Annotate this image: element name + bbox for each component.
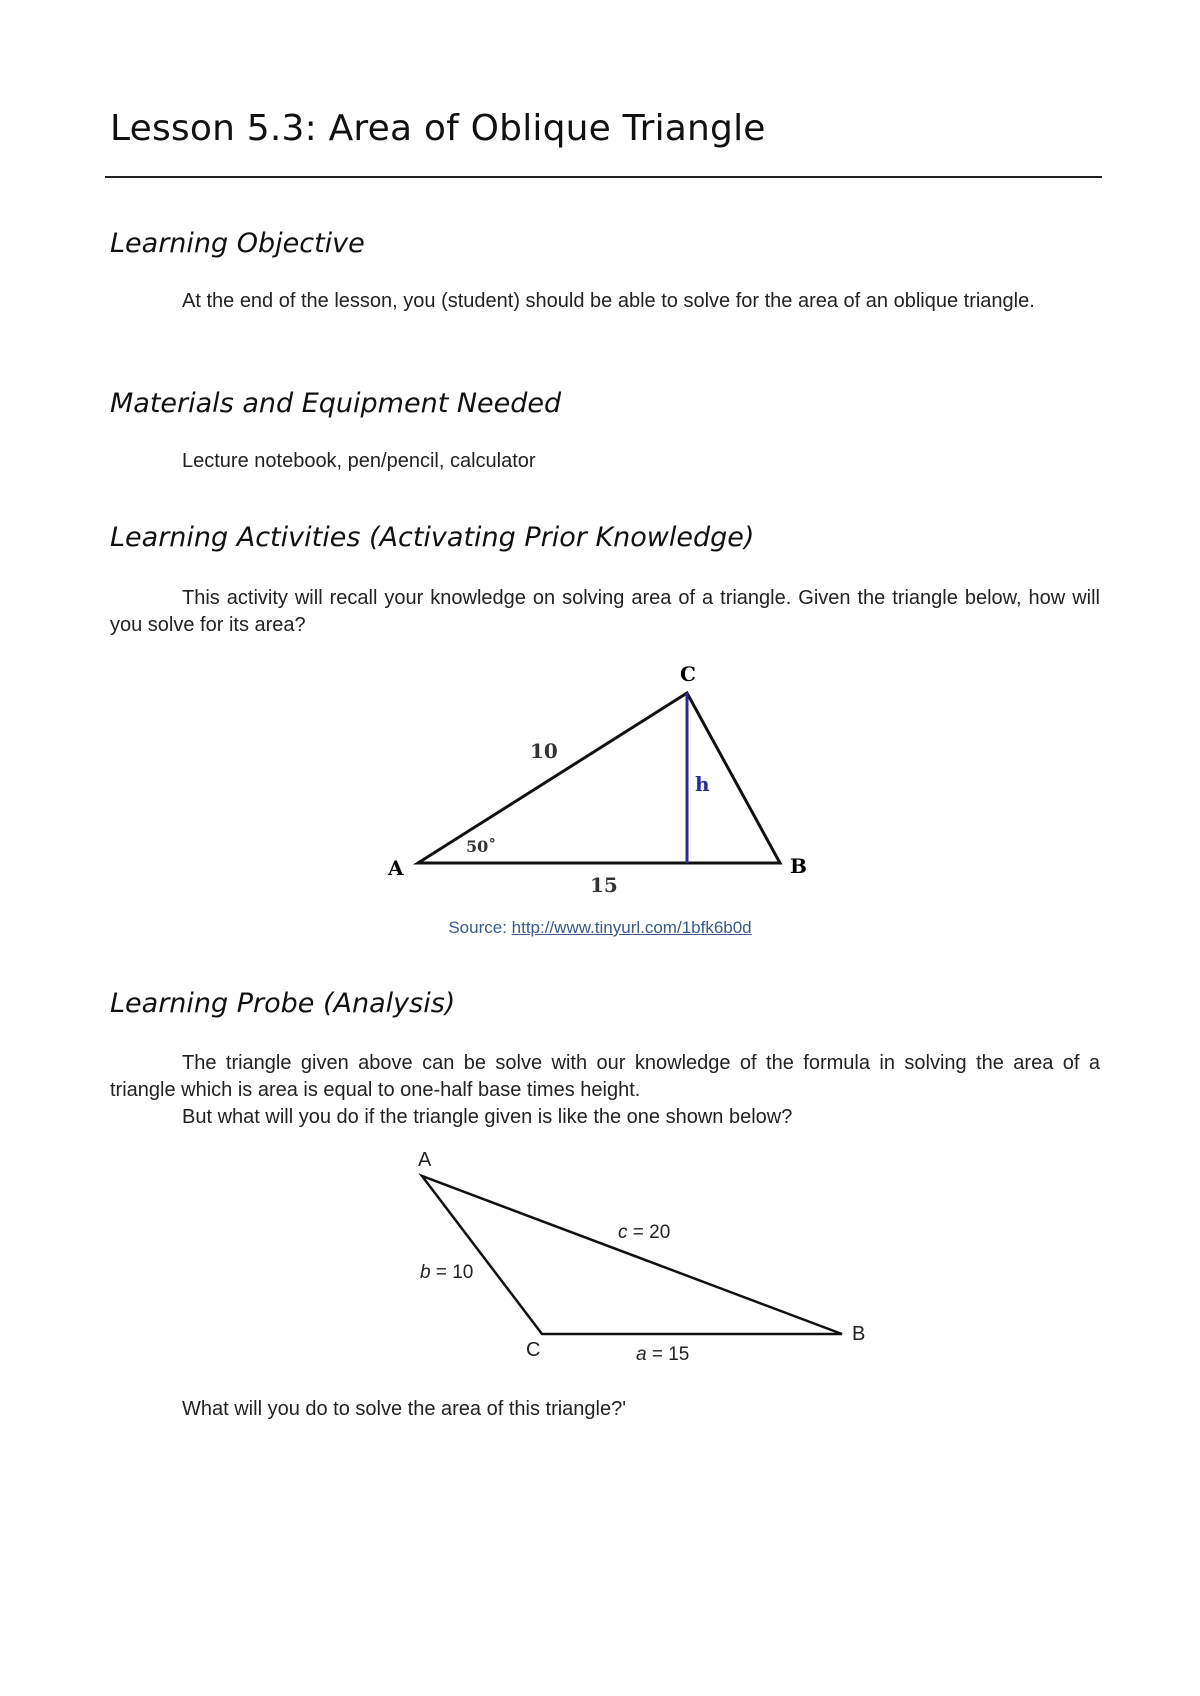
side-a-var: a	[636, 1344, 647, 1363]
page-title: Lesson 5.3: Area of Oblique Triangle	[110, 108, 766, 149]
side-b-value: = 10	[430, 1262, 474, 1283]
probe-text-2: But what will you do if the triangle given is like the one shown below?	[182, 1106, 793, 1128]
title-divider	[105, 176, 1102, 178]
figure-triangle-height	[380, 655, 830, 900]
materials-heading: Materials and Equipment Needed	[110, 388, 562, 419]
vertex-a-label: A	[388, 856, 404, 880]
side-c-value: = 20	[627, 1222, 671, 1243]
vertex-c-label-2: C	[526, 1339, 541, 1361]
height-label: h	[695, 772, 710, 796]
vertex-a-label-2: A	[418, 1149, 432, 1171]
side-b-var: b	[420, 1262, 431, 1283]
side-c-var: c	[618, 1222, 628, 1243]
side-c-label	[618, 1222, 670, 1243]
activities-text: This activity will recall your knowledge on solving area of a triangle. Given the triangle below, how will you solve for its area?	[110, 587, 1100, 636]
side-ac-label: 10	[530, 739, 558, 763]
probe-text-1: The triangle given above can be solve with our knowledge of the formula in solving the area of a triangle which is area is equal to one-half base times height.	[110, 1052, 1100, 1101]
activities-heading: Learning Activities (Activating Prior Knowledge)	[110, 522, 755, 553]
objective-heading: Learning Objective	[110, 228, 365, 259]
materials-text: Lecture notebook, pen/pencil, calculator	[182, 450, 536, 472]
figure-oblique-triangle	[400, 1138, 880, 1363]
source-prefix: Source:	[448, 918, 512, 937]
side-ab-label: 15	[590, 873, 618, 897]
probe-heading: Learning Probe (Analysis)	[110, 988, 456, 1019]
vertex-b-label-2: B	[852, 1323, 866, 1345]
figure-source-caption	[0, 918, 1200, 938]
objective-text: At the end of the lesson, you (student) should be able to solve for the area of an oblique triangle.	[182, 290, 1035, 312]
angle-label: 50˚	[466, 837, 497, 856]
side-a-value: = 15	[646, 1344, 690, 1363]
source-link[interactable]: http://www.tinyurl.com/1bfk6b0d	[511, 918, 752, 937]
oblique-triangle-outline	[422, 1176, 842, 1334]
side-b-label	[420, 1262, 473, 1283]
vertex-b-label: B	[790, 854, 807, 878]
side-a-label	[636, 1344, 689, 1363]
vertex-c-label: C	[680, 662, 696, 686]
probe-question: What will you do to solve the area of this triangle?'	[182, 1398, 627, 1420]
